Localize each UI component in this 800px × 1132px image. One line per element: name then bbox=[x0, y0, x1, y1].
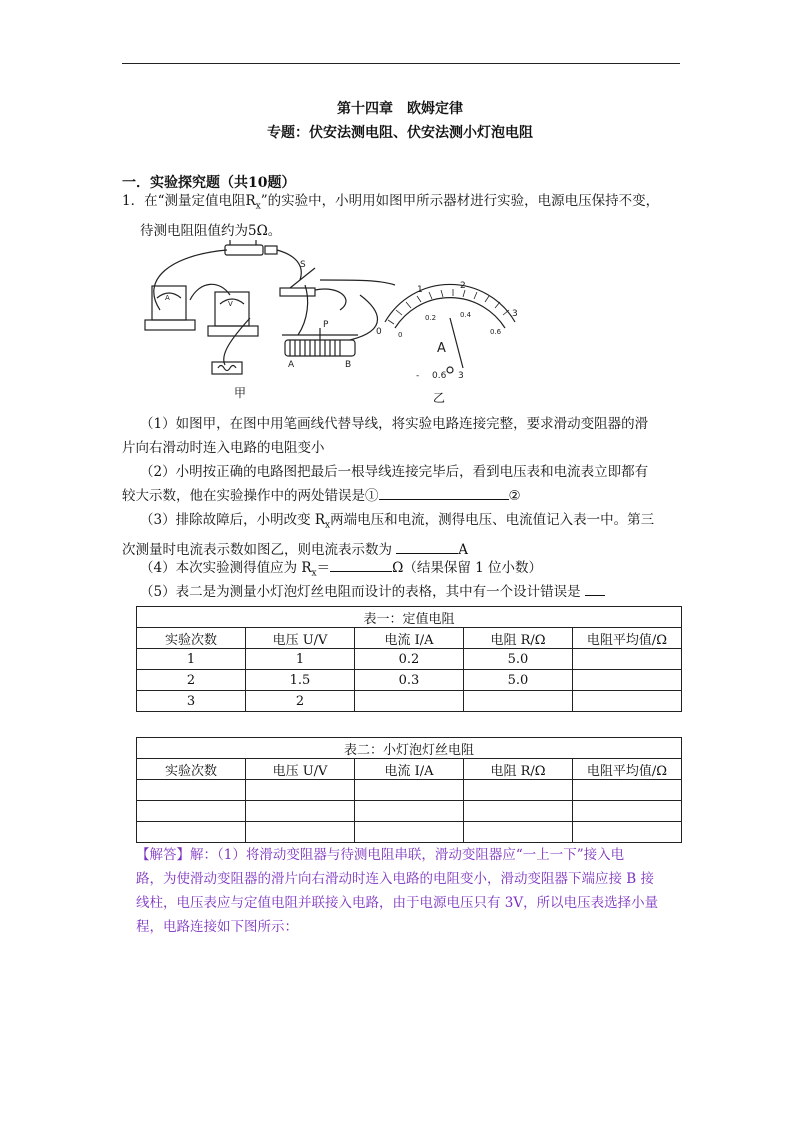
table-2-header-row bbox=[137, 759, 682, 780]
chapter-title: 第十四章 欧姆定律 bbox=[337, 101, 463, 117]
table-cell: 0.2 bbox=[355, 649, 464, 670]
table-2-title: 表二：小灯泡灯丝电阻 bbox=[137, 738, 682, 759]
answer-section: 【解答】解：（1）将滑动变阻器与待测电阻串联，滑动变阻器应“一上一下”接入电 路，为使滑动变阻器的滑片向右滑动时连入电路的电阻变小，滑动变阻器下端应接 B 接 线柱，电压表应与定值电阻并联接入电路，由于电源电压只有 3V，所以电压表选择小量 程，电路连接如下图所示： bbox=[136, 847, 659, 935]
table-1 bbox=[136, 606, 682, 712]
ammeter-letter: A bbox=[165, 294, 170, 302]
table-header: 电流 I/A bbox=[355, 759, 464, 780]
table-cell bbox=[573, 649, 682, 670]
table-cell bbox=[573, 691, 682, 712]
table-row bbox=[137, 670, 682, 691]
circuit-figure bbox=[130, 240, 530, 405]
answer-tag: 【解答】 bbox=[136, 847, 190, 863]
topic-title: 专题：伏安法测电阻、伏安法测小灯泡电阻 bbox=[267, 125, 533, 141]
table-cell bbox=[355, 691, 464, 712]
table-row bbox=[137, 801, 682, 822]
part-4: （4）本次实验测得值应为 $R_x= \Omega$（结果保留 1 位小数） bbox=[140, 556, 685, 586]
table-cell: 5.0 bbox=[464, 649, 573, 670]
dial-tick-1: 1 bbox=[417, 285, 423, 295]
table-1-title: 表一：定值电阻 bbox=[137, 607, 682, 628]
question-1-stem: 1．在“测量定值电阻$R_x$”的实验中，小明用如图甲所示器材进行实验，电源电压保持不变， 待测电阻阻值约为5Ω。 bbox=[122, 193, 660, 239]
dial-tick-3: 3 bbox=[512, 309, 518, 319]
switch-label: S bbox=[300, 260, 306, 270]
answer-blank-3[interactable] bbox=[396, 539, 458, 554]
table-header: 实验次数 bbox=[137, 628, 246, 649]
header-rule bbox=[122, 63, 680, 64]
answer-blank-5[interactable] bbox=[585, 581, 605, 596]
table-header: 电流 I/A bbox=[355, 628, 464, 649]
section-title: 一．实验探究题（共10题） bbox=[122, 175, 296, 191]
part-1: （1）如图甲，在图中用笔画线代替导线，将实验电路连接完整，要求滑动变阻器的滑 片向右滑动时连入电路的电阻变小 bbox=[122, 416, 649, 456]
dial-tick-2: 2 bbox=[460, 281, 466, 291]
table-header: 电阻平均值/Ω bbox=[573, 759, 682, 780]
terminal-a-label: A bbox=[288, 360, 295, 370]
dial-symbol: A bbox=[437, 341, 446, 356]
table-cell: 1 bbox=[137, 649, 246, 670]
table-row bbox=[137, 822, 682, 843]
table-header: 电压 U/V bbox=[246, 759, 355, 780]
part-5: （5）表二是为测量小灯泡灯丝电阻而设计的表格，其中有一个设计错误是 bbox=[140, 580, 685, 604]
table-cell: 0.3 bbox=[355, 670, 464, 691]
table-cell: 1.5 bbox=[246, 670, 355, 691]
table-cell: 2 bbox=[137, 670, 246, 691]
dial-small-tick-2: 0.4 bbox=[460, 311, 472, 319]
table-header: 电阻 R/Ω bbox=[464, 628, 573, 649]
table-1-header-row bbox=[137, 628, 682, 649]
terminal-3: 3 bbox=[458, 371, 464, 381]
table-cell: 2 bbox=[246, 691, 355, 712]
voltmeter-letter: V bbox=[228, 300, 233, 308]
table-header: 电阻 R/Ω bbox=[464, 759, 573, 780]
terminal-0-6: 0.6 bbox=[432, 371, 447, 381]
part-2: （2）小明按正确的电路图把最后一根导线连接完毕后，看到电压表和电流表立即都有 较大示数，他在实验操作中的两处错误是① ② bbox=[122, 464, 649, 504]
table-header: 电阻平均值/Ω bbox=[573, 628, 682, 649]
figure-yi-label: 乙 bbox=[433, 391, 446, 405]
table-row bbox=[137, 780, 682, 801]
dial-small-tick-1: 0.2 bbox=[425, 314, 437, 322]
part-3: （3）排除故障后，小明改变 $R_x$两端电压和电流，测得电压、电流值记入表一中。第三 次测量时电流表示数如图乙，则电流表示数为 A bbox=[122, 512, 655, 558]
answer-blank-4[interactable] bbox=[330, 557, 392, 572]
table-row bbox=[137, 691, 682, 712]
table-cell: 1 bbox=[246, 649, 355, 670]
dial-small-tick-3: 0.6 bbox=[490, 328, 502, 336]
table-cell bbox=[573, 670, 682, 691]
table-2 bbox=[136, 737, 682, 843]
table-cell: 3 bbox=[137, 691, 246, 712]
figure-jia-label: 甲 bbox=[234, 386, 247, 400]
table-row bbox=[137, 649, 682, 670]
slider-label: P bbox=[323, 320, 329, 330]
table-cell: 5.0 bbox=[464, 670, 573, 691]
dial-small-tick-0: 0 bbox=[398, 331, 403, 339]
terminal-b-label: B bbox=[345, 360, 352, 370]
table-cell bbox=[464, 691, 573, 712]
dial-tick-0: 0 bbox=[376, 327, 382, 337]
table-header: 实验次数 bbox=[137, 759, 246, 780]
terminal-minus: - bbox=[416, 371, 420, 381]
table-header: 电压 U/V bbox=[246, 628, 355, 649]
answer-blank-2-1[interactable] bbox=[379, 485, 509, 500]
